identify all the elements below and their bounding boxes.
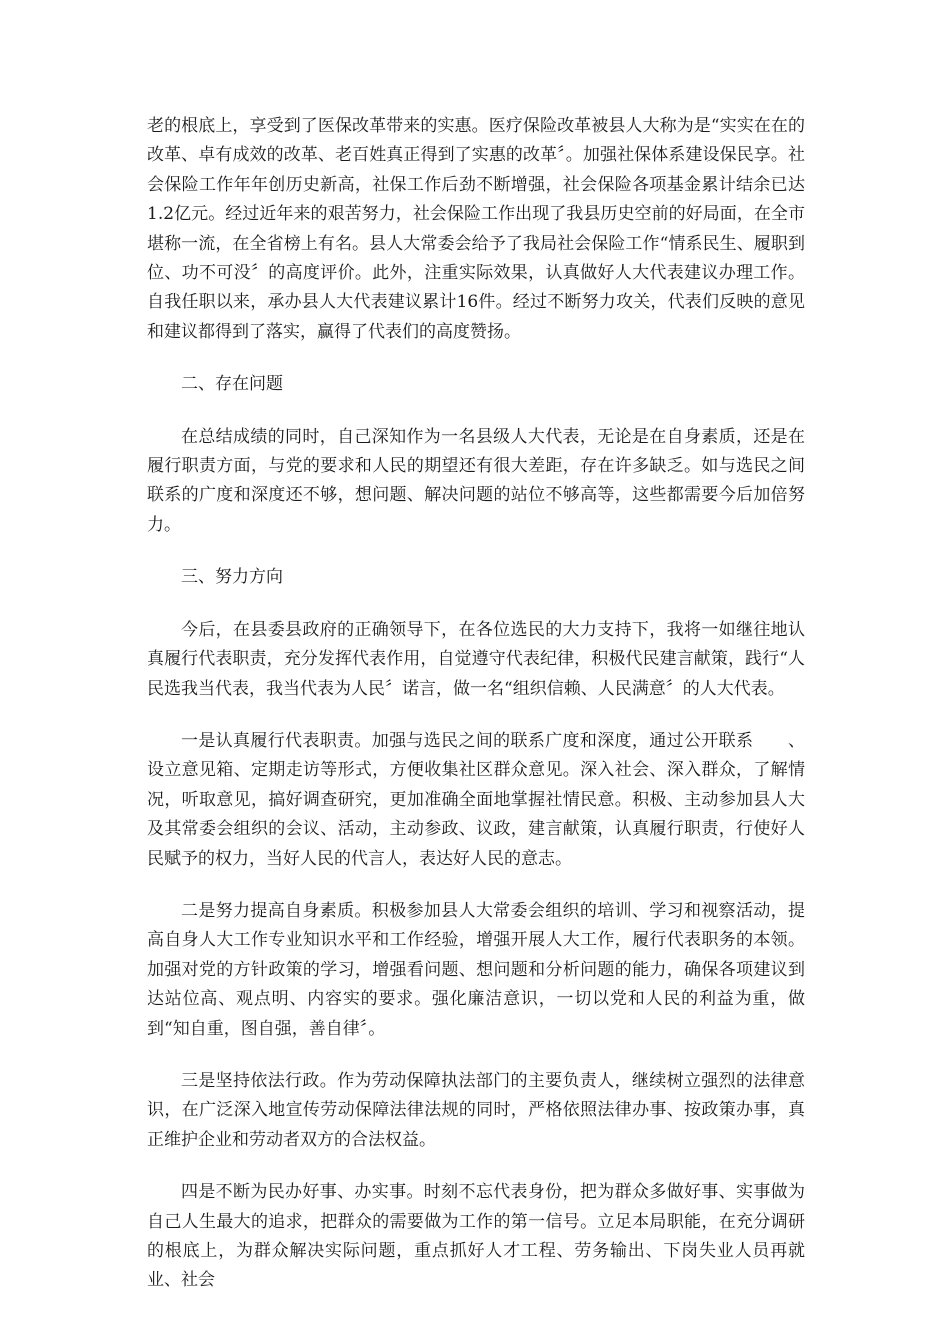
document-page (147, 112, 805, 1319)
paragraph-continuation: 老的根底上，享受到了医保改革带来的实惠。医疗保险改革被县人大称为是“实实在在的改革、卓有成效的改革、老百姓真正得到了实惠的改革〞。加强社保体系建设保民享。社会保险工作年年创历史新高，社保工作后劲不断增强，社会保险各项基金累计结余已达1.2亿元。经过近年来的艰苦努力，社会保险工作出现了我县历史空前的好局面，在全市堪称一流，在全省榜上有名。县人大常委会给予了我局社会保险工作“情系民生、履职到位、功不可没〞的高度评价。此外，注重实际效果，认真做好人大代表建议办理工作。自我任职以来，承办县人大代表建议累计16件。经过不断努力攻关，代表们反映的意见和建议都得到了落实，赢得了代表们的高度赞扬。 (147, 116, 805, 342)
paragraph-point-three: 三是坚持依法行政。作为劳动保障执法部门的主要负责人，继续树立强烈的法律意识，在广泛深入地宣传劳动保障法律法规的同时，严格依照法律办事、按政策办事，真正维护企业和劳动者双方的合法权益。 (147, 1070, 805, 1150)
paragraph-problems: 在总结成绩的同时，自己深知作为一名县级人大代表，无论是在自身素质，还是在履行职责方面，与党的要求和人民的期望还有很大差距，存在许多缺乏。如与选民之间联系的广度和深度还不够，想问题、解决问题的站位不够高等，这些都需要今后加倍努力。 (147, 426, 805, 535)
paragraph-direction-intro: 今后，在县委县政府的正确领导下，在各位选民的大力支持下，我将一如继往地认真履行代表职责，充分发挥代表作用，自觉遵守代表纪律，积极代民建言献策，践行“人民选我当代表，我当代表为人民〞诺言，做一名“组织信赖、人民满意〞的人大代表。 (147, 619, 805, 699)
section-heading-direction: 三、努力方向 (181, 567, 283, 588)
paragraph-point-one: 一是认真履行代表职责。加强与选民之间的联系广度和深度，通过公开联系 、设立意见箱、定期走访等形式，方便收集社区群众意见。深入社会、深入群众，了解情况，听取意见，搞好调查研究，更加准确全面地掌握社情民意。积极、主动参加县人大及其常委会组织的会议、活动，主动参政、议政，建言献策，认真履行职责，行使好人民赋予的权力，当好人民的代言人，表达好人民的意志。 (147, 730, 805, 869)
paragraph-point-two: 二是努力提高自身素质。积极参加县人大常委会组织的培训、学习和视察活动，提高自身人大工作专业知识水平和工作经验，增强开展人大工作，履行代表职务的本领。加强对党的方针政策的学习，增强看问题、想问题和分析问题的能力，确保各项建议到达站位高、观点明、内容实的要求。强化廉洁意识，一切以党和人民的利益为重，做到“知自重，图自强，善自律〞。 (147, 900, 805, 1039)
paragraph-point-four: 四是不断为民办好事、办实事。时刻不忘代表身份，把为群众多做好事、实事做为自己人生最大的追求，把群众的需要做为工作的第一信号。立足本局职能，在充分调研的根底上，为群众解决实际问题，重点抓好人才工程、劳务输出、下岗失业人员再就业、社会 (147, 1182, 805, 1291)
section-heading-problems: 二、存在问题 (181, 374, 283, 395)
